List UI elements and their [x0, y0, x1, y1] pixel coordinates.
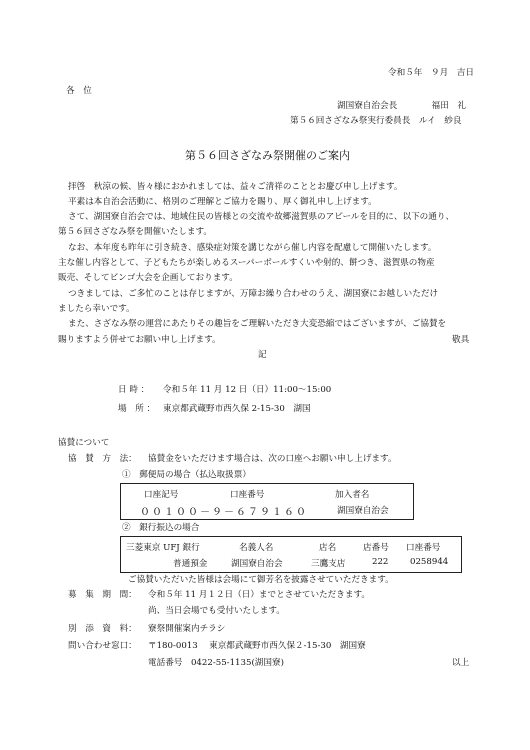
body-line: また、さざなみ祭の運営にあたりその趣旨をご理解いただき大変恐縮ではございますが、ご協賛を	[68, 319, 447, 329]
addressee: 各 位	[66, 86, 92, 96]
bank-header-branch: 店名	[319, 543, 337, 553]
contact-label: 問い合わせ窓口：	[68, 641, 137, 651]
bank-heading: ② 銀行振込の場合	[122, 523, 200, 533]
postal-account-table	[120, 483, 414, 520]
bank-account-number: 0258944	[410, 557, 449, 567]
bank-header-account-no: 口座番号	[406, 543, 441, 553]
sender-committee-chair: 第５６回さざなみ祭実行委員長 ルイ 紗良	[290, 116, 462, 126]
sender-president: 湖国寮自治会長 福田 礼	[337, 101, 466, 111]
postal-header-number: 口座番号	[230, 490, 265, 500]
event-place: 東京都武蔵野市西久保 2-15-30 湖国	[163, 404, 311, 414]
body-line: なお、本年度も昨年に引き続き、感染症対策を講じながら催し内容を配慮して開催いたします。	[68, 243, 437, 253]
body-line: 主な催し内容として、子どもたちが楽しめるスーパーボールすくいや射的、餅つき、滋賀県の物産	[58, 258, 435, 268]
attachment-label: 別 添 資 料：	[68, 624, 137, 634]
postal-heading: ① 郵便局の場合（払込取扱票）	[122, 470, 251, 480]
closing-keigu: 敬具	[452, 335, 470, 345]
attachment-text: 寮祭開催案内チラシ	[148, 624, 226, 634]
event-datetime: 令和５年 11 月 12 日（日）11:00～15:00	[163, 385, 332, 395]
closing-ijou: 以上	[452, 658, 470, 668]
sponsor-method: 協賛金をいただけます場合は、次の口座へお願い申し上げます。	[148, 454, 397, 464]
bank-account-type: 普通預金	[173, 559, 208, 569]
contact-address: 〒180-0013 東京都武蔵野市西久保２-15-30 湖国寮	[148, 641, 366, 651]
sponsor-heading: 協賛について	[58, 438, 110, 448]
bank-account-table	[120, 536, 462, 573]
body-line: 拝啓 秋涼の候、皆々様におかれましては、益々ご清祥のこととお慶び申し上げます。	[68, 182, 403, 192]
body-line: 賜りますよう併せてお願い申し上げます。	[58, 335, 221, 345]
postal-account-number: ００１００－９－６７９１６０	[140, 507, 308, 518]
bank-account-holder: 湖国寮自治会	[231, 559, 283, 569]
document-date: 令和５年 ９月 吉日	[388, 68, 474, 78]
bank-branch: 三鷹支店	[311, 559, 346, 569]
bank-branch-number: 222	[372, 557, 389, 567]
period-text: 令和５年 11 月１２日（日）までとさせていただきます。	[148, 590, 370, 600]
document-title: 第５６回さざなみ祭開催のご案内	[185, 149, 350, 162]
body-line: 第５６回さざなみ祭を開催いたします。	[58, 227, 213, 237]
place-label: 場 所 ：	[118, 404, 156, 414]
bank-header-branch-no: 店番号	[363, 543, 389, 553]
bank-name: 三菱東京 UFJ 銀行	[126, 543, 200, 553]
body-line: 販売、そしてビンゴ大会を企画しております。	[58, 273, 238, 283]
body-line: さて、湖国寮自治会では、地域住民の皆様との交流や故郷滋賀県のアピールを目的に、以下の通り、	[68, 212, 455, 222]
postal-header-symbol: 口座記号	[144, 490, 179, 500]
period-label: 募 集 期 間：	[68, 590, 137, 600]
sponsor-method-label: 協 賛 方 法：	[68, 454, 137, 464]
disclosure-note: ご協賛いただいた皆様は会場にて御芳名を披露させていただきます。	[128, 575, 394, 585]
ki-marker: 記	[258, 350, 267, 360]
datetime-label: 日 時 ：	[118, 385, 150, 395]
period-note: 尚、当日会場でも受付いたします。	[148, 606, 285, 616]
bank-header-holder: 名義人名	[239, 543, 274, 553]
postal-header-holder: 加入者名	[335, 490, 370, 500]
body-line: つきましては、ご多忙のことは存じますが、万障お繰り合わせのうえ、湖国寮にお越しいただけ	[68, 289, 439, 299]
contact-phone: 電話番号 0422-55-1135(湖国寮)	[148, 658, 284, 668]
postal-account-holder: 湖国寮自治会	[337, 506, 389, 516]
body-line: ましたら幸いです。	[58, 304, 135, 314]
body-line: 平素は本自治会活動に、格別のご理解とご協力を賜り、厚く御礼申し上げます。	[68, 197, 377, 207]
